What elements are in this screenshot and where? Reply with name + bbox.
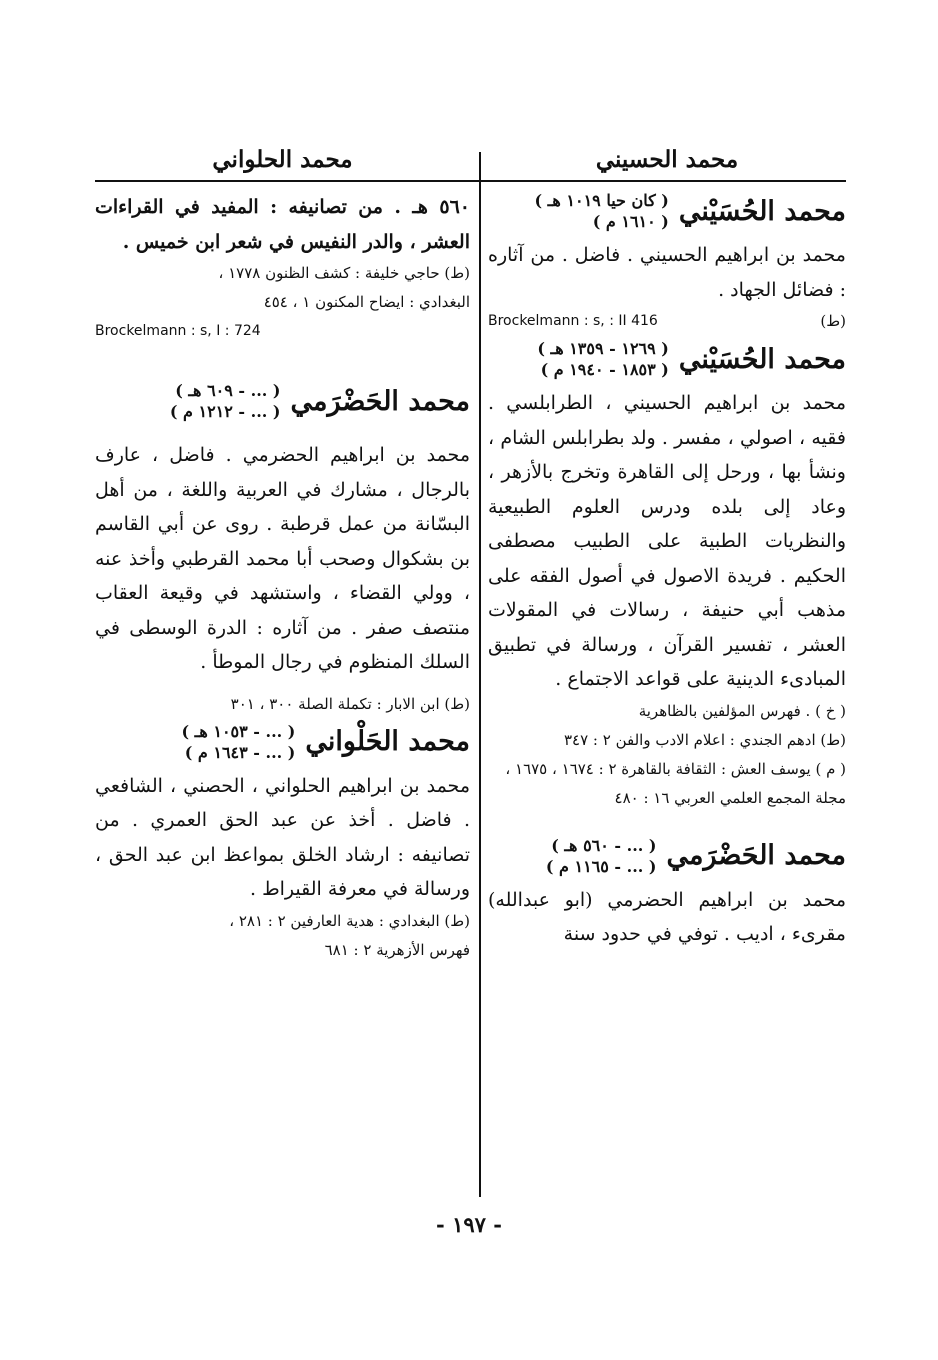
date-gregorian: ( ... - ١١٦٥ م ) bbox=[545, 856, 657, 876]
entry-text: محمد بن ابراهيم الحسيني . فاضل . من آثاره : فضائل الجهاد . bbox=[488, 244, 846, 301]
right-column bbox=[488, 140, 846, 952]
reference-line: ( م ) يوسف العش : الثقافة بالقاهرة ٢ : ١٦٧٤ ، ١٦٧٥ ، مجلة المجمع العلمي العربي ١٦ : ٤٨٠ bbox=[505, 759, 846, 807]
page-number: - ١٩٧ - bbox=[436, 1212, 502, 1237]
reference-line: البغدادي : ايضاح المكنون ١ ، ٤٥٤ bbox=[263, 293, 470, 311]
entry-heading bbox=[95, 721, 470, 763]
reference-line: (ط) البغدادي : هدية العارفين ٢ : ٢٨١ ، bbox=[229, 911, 470, 930]
right-column-header: محمد الحسيني bbox=[595, 146, 739, 173]
date-hijri: ( ١٢٦٩ - ١٣٥٩ هـ ) bbox=[537, 339, 669, 358]
entry-dates bbox=[537, 338, 669, 380]
date-gregorian: ( ... - ١٢١٢ م ) bbox=[169, 402, 281, 421]
entry-heading bbox=[488, 190, 846, 232]
entry-text: محمد بن ابراهيم الحلواني ، الحصني ، الشافعي . فاضل . أخذ عن عبد الحق العمري . من تصانيفه : ارشاد الخلق بمواعظ ابن عبد الحق ، ورسالة في معرفة القيراط . bbox=[95, 774, 470, 900]
reference-line: (ط) ابن الابار : تكملة الصلة ٣٠٠ ، ٣٠١ bbox=[230, 694, 470, 713]
reference-line: ( خ ) . فهرس المؤلفين بالظاهرية bbox=[638, 701, 846, 720]
reference-latin: Brockelmann : s, : II 416 bbox=[488, 313, 658, 329]
entry-heading bbox=[95, 380, 470, 422]
entry-continuation-text: ٥٦٠ هـ . من تصانيفه : المفيد في القراءات العشر ، والدر النفيس في شعر ابن خميس . bbox=[95, 196, 470, 253]
date-hijri: ( كان حيا ١٠١٩ هـ ) bbox=[534, 191, 669, 210]
right-header-rule bbox=[470, 180, 846, 182]
entry-heading bbox=[488, 835, 846, 877]
entry-dates bbox=[170, 380, 281, 422]
entry-name: محمد الحَضْرَمي bbox=[666, 840, 846, 871]
reference-line: (ط) حاجي خليفة : كشف الظنون ١٧٧٨ ، bbox=[218, 264, 470, 282]
date-gregorian: ( ١٦١٠ م ) bbox=[592, 212, 669, 231]
reference-line bbox=[488, 307, 846, 336]
entry-dates bbox=[182, 721, 296, 763]
entry-name: محمد الحُسَيْني bbox=[678, 195, 846, 227]
date-gregorian: ( ١٨٥٣ - ١٩٤٠ م ) bbox=[540, 360, 669, 379]
date-hijri: ( ... - ١٠٥٣ هـ ) bbox=[181, 721, 296, 741]
entry-dates bbox=[546, 835, 657, 877]
reference-line: فهرس الأزهرية ٢ : ٦٨١ bbox=[324, 940, 470, 959]
entry-heading bbox=[488, 338, 846, 380]
entry-name: محمد الحَضْرَمي bbox=[290, 385, 470, 417]
reference-latin: Brockelmann : s, I : 724 bbox=[95, 323, 261, 339]
entry-text: محمد بن ابراهيم الحسيني ، الطرابلسي . فقيه ، اصولي ، مفسر . ولد بطرابلس الشام ، ونشأ بها ، ورحل إلى القاهرة وتخرج بالأزهر ، وعاد إلى بلده ودرس العلوم الطبيعية والنظريات الطبية على الطبيب مصطفى الحكيم . فريدة الاصول في أصول الفقه على مذهب أبي حنيفة ، رسالات في المقولات العشر ، تفسير القرآن ، ورسالة في تطبيق المبادىء الدينية على قواعد الاجتماع . bbox=[488, 392, 846, 690]
column-divider bbox=[479, 152, 481, 1197]
reference-label: (ط) bbox=[820, 312, 846, 330]
left-column-header: محمد الحلواني bbox=[212, 146, 353, 173]
entry-name: محمد الحُسَيْني bbox=[678, 343, 846, 375]
entry-text: محمد بن ابراهيم الحضرمي . فاضل ، عارف بالرجال ، مشارك في العربية واللغة ، من أهل البسّانة من عمل قرطبة . روى عن أبي القاسم بن بشكوال وصحب أبا محمد القرطبي وأخذ عنه ، وولي القضاء ، واستشهد في وقيعة العقاب منتصف صفر . من آثاره : الدرة الوسطى في السلك المنظوم في رجال الموطأ . bbox=[95, 444, 470, 673]
date-hijri: ( ... - ٥٦٠ هـ ) bbox=[551, 835, 657, 855]
entry-dates bbox=[535, 190, 669, 232]
date-hijri: ( ... - ٦٠٩ هـ ) bbox=[175, 381, 281, 400]
reference-line: (ط) ادهم الجندي : اعلام الادب والفن ٢ : ٣٤٧ bbox=[563, 730, 846, 749]
left-column bbox=[95, 140, 470, 965]
left-header-rule bbox=[95, 180, 488, 182]
date-gregorian: ( ... - ١٦٤٣ م ) bbox=[184, 742, 296, 762]
entry-text: محمد بن ابراهيم الحضرمي (ابو عبدالله) مقرىء ، اديب . توفي في حدود سنة bbox=[488, 888, 846, 945]
entry-name: محمد الحَلْواني bbox=[305, 726, 470, 757]
